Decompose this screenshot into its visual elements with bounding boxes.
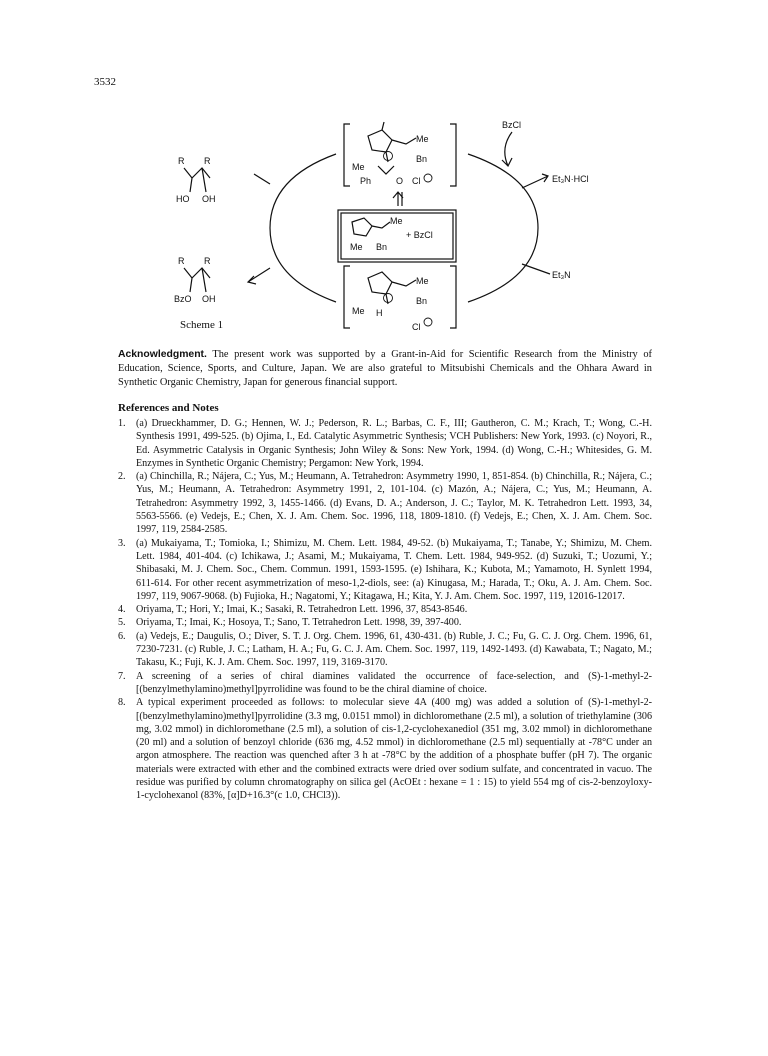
reference-text: A screening of a series of chiral diamines validated the occurrence of face-selection, and (S)-1-methyl-2-[(benzylmethylamino)methyl]pyrrolidine was found to be the chiral diamine of choice. (136, 670, 652, 695)
diol-r1: R (178, 156, 185, 166)
diol-oh: OH (202, 194, 216, 204)
bottom-me: Me (352, 306, 365, 316)
product-skeleton (184, 268, 210, 292)
reference-text: Oriyama, T.; Imai, K.; Hosoya, T.; Sano, T. Tetrahedron Lett. 1998, 39, 397-400. (136, 617, 462, 629)
left-arc (270, 154, 336, 302)
mid-bn: Bn (376, 242, 388, 252)
reference-text: (a) Drueckhammer, D. G.; Hennen, W. J.; Pederson, R. L.; Barbas, C. F., III; Gautheron, C. M.; Krach, T.; Wong, C.-H. Synthesis 1991, 499-525. (b) Ojima, I., Ed. Catalytic Asymmetric Synthesis; VCH Publishers: New York, 1993. (c) Noyori, R., Ed. Asymmetric Catalysis in Organic Synthesis; John Wiley & Sons: New York, 1994. (d) Wong, C.-H.; Whitesides, G. M. Enzymes in Synthetic Organic Chemistry; Pergamon: New York, 1994. (136, 418, 652, 469)
diol-arrow-bottom (248, 268, 270, 284)
reference-number: 7. (118, 670, 126, 682)
page-number: 3532 (94, 76, 116, 88)
product-oh: OH (202, 294, 216, 304)
reference-number: 4. (118, 604, 126, 616)
reference-text: Oriyama, T.; Hori, Y.; Imai, K.; Sasaki, R. Tetrahedron Lett. 1996, 37, 8543-8546. (136, 604, 468, 616)
bottom-cl: Cl (412, 322, 421, 332)
top-ph: Ph (360, 176, 372, 186)
reference-item (118, 470, 652, 536)
reference-item (118, 603, 652, 616)
top-carbonyl (378, 166, 394, 174)
mid-ch2 (372, 222, 390, 228)
top-bracket-left (344, 124, 350, 186)
reference-item (118, 616, 652, 629)
reference-number: 3. (118, 537, 126, 549)
top-bracket-right (450, 124, 456, 186)
et3nhcl-arrow (522, 174, 548, 188)
reagent-et3n: Et₃N (552, 270, 571, 280)
reference-item (118, 670, 652, 697)
top-me: Me (352, 162, 365, 172)
references-list (118, 417, 652, 803)
et3n-line (522, 264, 550, 274)
references-heading: References and Notes (118, 402, 219, 414)
top-me-n: Me (416, 134, 429, 144)
diol-arrow-top (254, 174, 270, 184)
diol-skeleton (184, 168, 210, 192)
diol-ho: HO (176, 194, 190, 204)
reference-item (118, 537, 652, 603)
reference-item (118, 630, 652, 670)
bottom-bracket-left (344, 266, 350, 328)
right-arc (468, 154, 538, 302)
reference-number: 2. (118, 471, 126, 483)
bottom-ch2 (392, 280, 416, 286)
reference-text: (a) Chinchilla, R.; Nájera, C.; Yus, M.; Heumann, A. Tetrahedron: Asymmetry 1990, 1, 851-854. (b) Chinchilla, R.; Nájera, C.; Yus, M.; Heumann, A. Tetrahedron: Asymmetry 1991, 2, 101-104. (c) Mazón, A.; Nájera, C.; Yus, M.; Heumann, A. Tetrahedron: Asymmetry 1992, 3, 1455-1466. (d) Evans, D. A.; Anderson, J. C.; Taylor, M. K. Tetrahedron Lett. 1993, 34, 5563-5566. (e) Vedejs, E.; Chen, X. J. Am. Chem. Soc. 1996, 118, 1809-1810. (f) Vedejs, E.; Chen, X. J. Am. Chem. Soc. 1997, 119, 2584-2585. (136, 471, 652, 536)
top-ch2 (392, 138, 416, 144)
bottom-me-n: Me (416, 276, 429, 286)
catalytic-cycle-diagram (150, 118, 640, 340)
reference-number: 1. (118, 418, 126, 429)
acknowledgment-heading: Acknowledgment. (118, 349, 207, 360)
bzcl-arrow (502, 132, 512, 166)
product-r2: R (204, 256, 211, 266)
product-r1: R (178, 256, 185, 266)
bottom-bracket-right (450, 266, 456, 328)
bottom-h: H (376, 308, 383, 318)
top-o: O (396, 176, 404, 186)
mid-plus-bzcl: + BzCl (406, 230, 433, 240)
top-cl: Cl (412, 176, 421, 186)
product-bzo: BzO (174, 294, 192, 304)
diol-r2: R (204, 156, 211, 166)
mid-ring (352, 218, 372, 236)
top-ring (368, 130, 392, 152)
top-bn: Bn (416, 154, 428, 164)
reference-text: (a) Vedejs, E.; Daugulis, O.; Diver, S. T. J. Org. Chem. 1996, 61, 430-431. (b) Ruble, J. C.; Fu, G. C. J. Org. Chem. 1996, 61, 7230-7231. (c) Ruble, J. C.; Latham, H. A.; Fu, G. C. J. Am. Chem. Soc. 1997, 119, 1492-1493. (d) Kawabata, T.; Nagato, M.; Takasu, K.; Fuji, K. J. Am. Chem. Soc. 1997, 119, 3169-3170. (136, 630, 652, 669)
scheme-caption: Scheme 1 (180, 319, 224, 331)
bottom-bn: Bn (416, 296, 428, 306)
acknowledgment-paragraph (118, 348, 652, 390)
byproduct-et3nhcl: Et₃N·HCl (552, 174, 589, 184)
reference-item (118, 417, 652, 470)
scheme-1-figure (150, 118, 640, 340)
reagent-bzcl: BzCl (502, 120, 522, 130)
reference-text: A typical experiment proceeded as follows: to molecular sieve 4A (400 mg) was added a solution of (S)-1-methyl-2-[(benzylmethylamino)methyl]pyrrolidine (3.3 mg, 0.0151 mmol) in dichloromethane (2.5 ml), a solution of triethylamine (306 mg, 3.02 mmol) in dichloromethane (2.5 ml), a solution of cis-1,2-cyclohexanediol (351 mg, 3.02 mmol) in dichloromethane (20 ml) and a solution of benzoyl chloride (636 mg, 4.52 mmol) in dichloromethane (2.5 ml) sequentially at -78°C under an argon atmosphere. The reaction was quenched after 3 h at -78°C by the addition of a phosphate buffer (pH 7). The organic materials were extracted with ether and the combined extracts were dried over sodium sulfate, and concentrated in vacuo. The residue was purified by column chromatography on silica gel (AcOEt : hexane = 1 : 15) to yield 554 mg of cis-2-benzoyloxy-1-cyclohexanol (83%, [α]D+16.3°(c 1.0, CHCl3)). (136, 697, 652, 802)
reference-number: 5. (118, 617, 126, 629)
bottom-ring (368, 272, 392, 294)
acknowledgment-text: The present work was supported by a Grant-in-Aid for Scientific Research from the Ministry of Education, Science, Sports, and Culture, Japan. We are also grateful to Mitsubishi Chemicals and the Ohhara Award in Synthetic Organic Chemistry, Japan for generous financial support. (118, 349, 652, 388)
top-ring-bond (382, 122, 384, 130)
reference-text: (a) Mukaiyama, T.; Tomioka, I.; Shimizu, M. Chem. Lett. 1984, 49-52. (b) Mukaiyama, T.; Tanabe, Y.; Shimizu, M. Chem. Lett. 1984, 401-404. (c) Ichikawa, J.; Asami, M.; Mukaiyama, T. Chem. Lett. 1984, 949-952. (d) Suzuki, T.; Uozumi, Y.; Shibasaki, M. J. Chem. Soc., Chem. Commun. 1991, 1593-1595. (e) Ishihara, K.; Kubota, M.; Yamamoto, H. Synlett 1994, 611-614. For other recent asymmetrization of meso-1,2-diols, see: (a) Kinugasa, M.; Harada, T.; Oku, A. J. Am. Chem. Soc. 1997, 119, 9067-9068. (b) Fujioka, H.; Nagatomi, Y.; Kitagawa, H.; Kita, Y. J. Am. Chem. Soc. 1997, 119, 12016-12017. (136, 537, 652, 602)
reference-number: 6. (118, 630, 126, 642)
reference-item (118, 696, 652, 802)
reference-number: 8. (118, 697, 126, 709)
mid-me-n: Me (390, 216, 403, 226)
mid-me: Me (350, 242, 363, 252)
